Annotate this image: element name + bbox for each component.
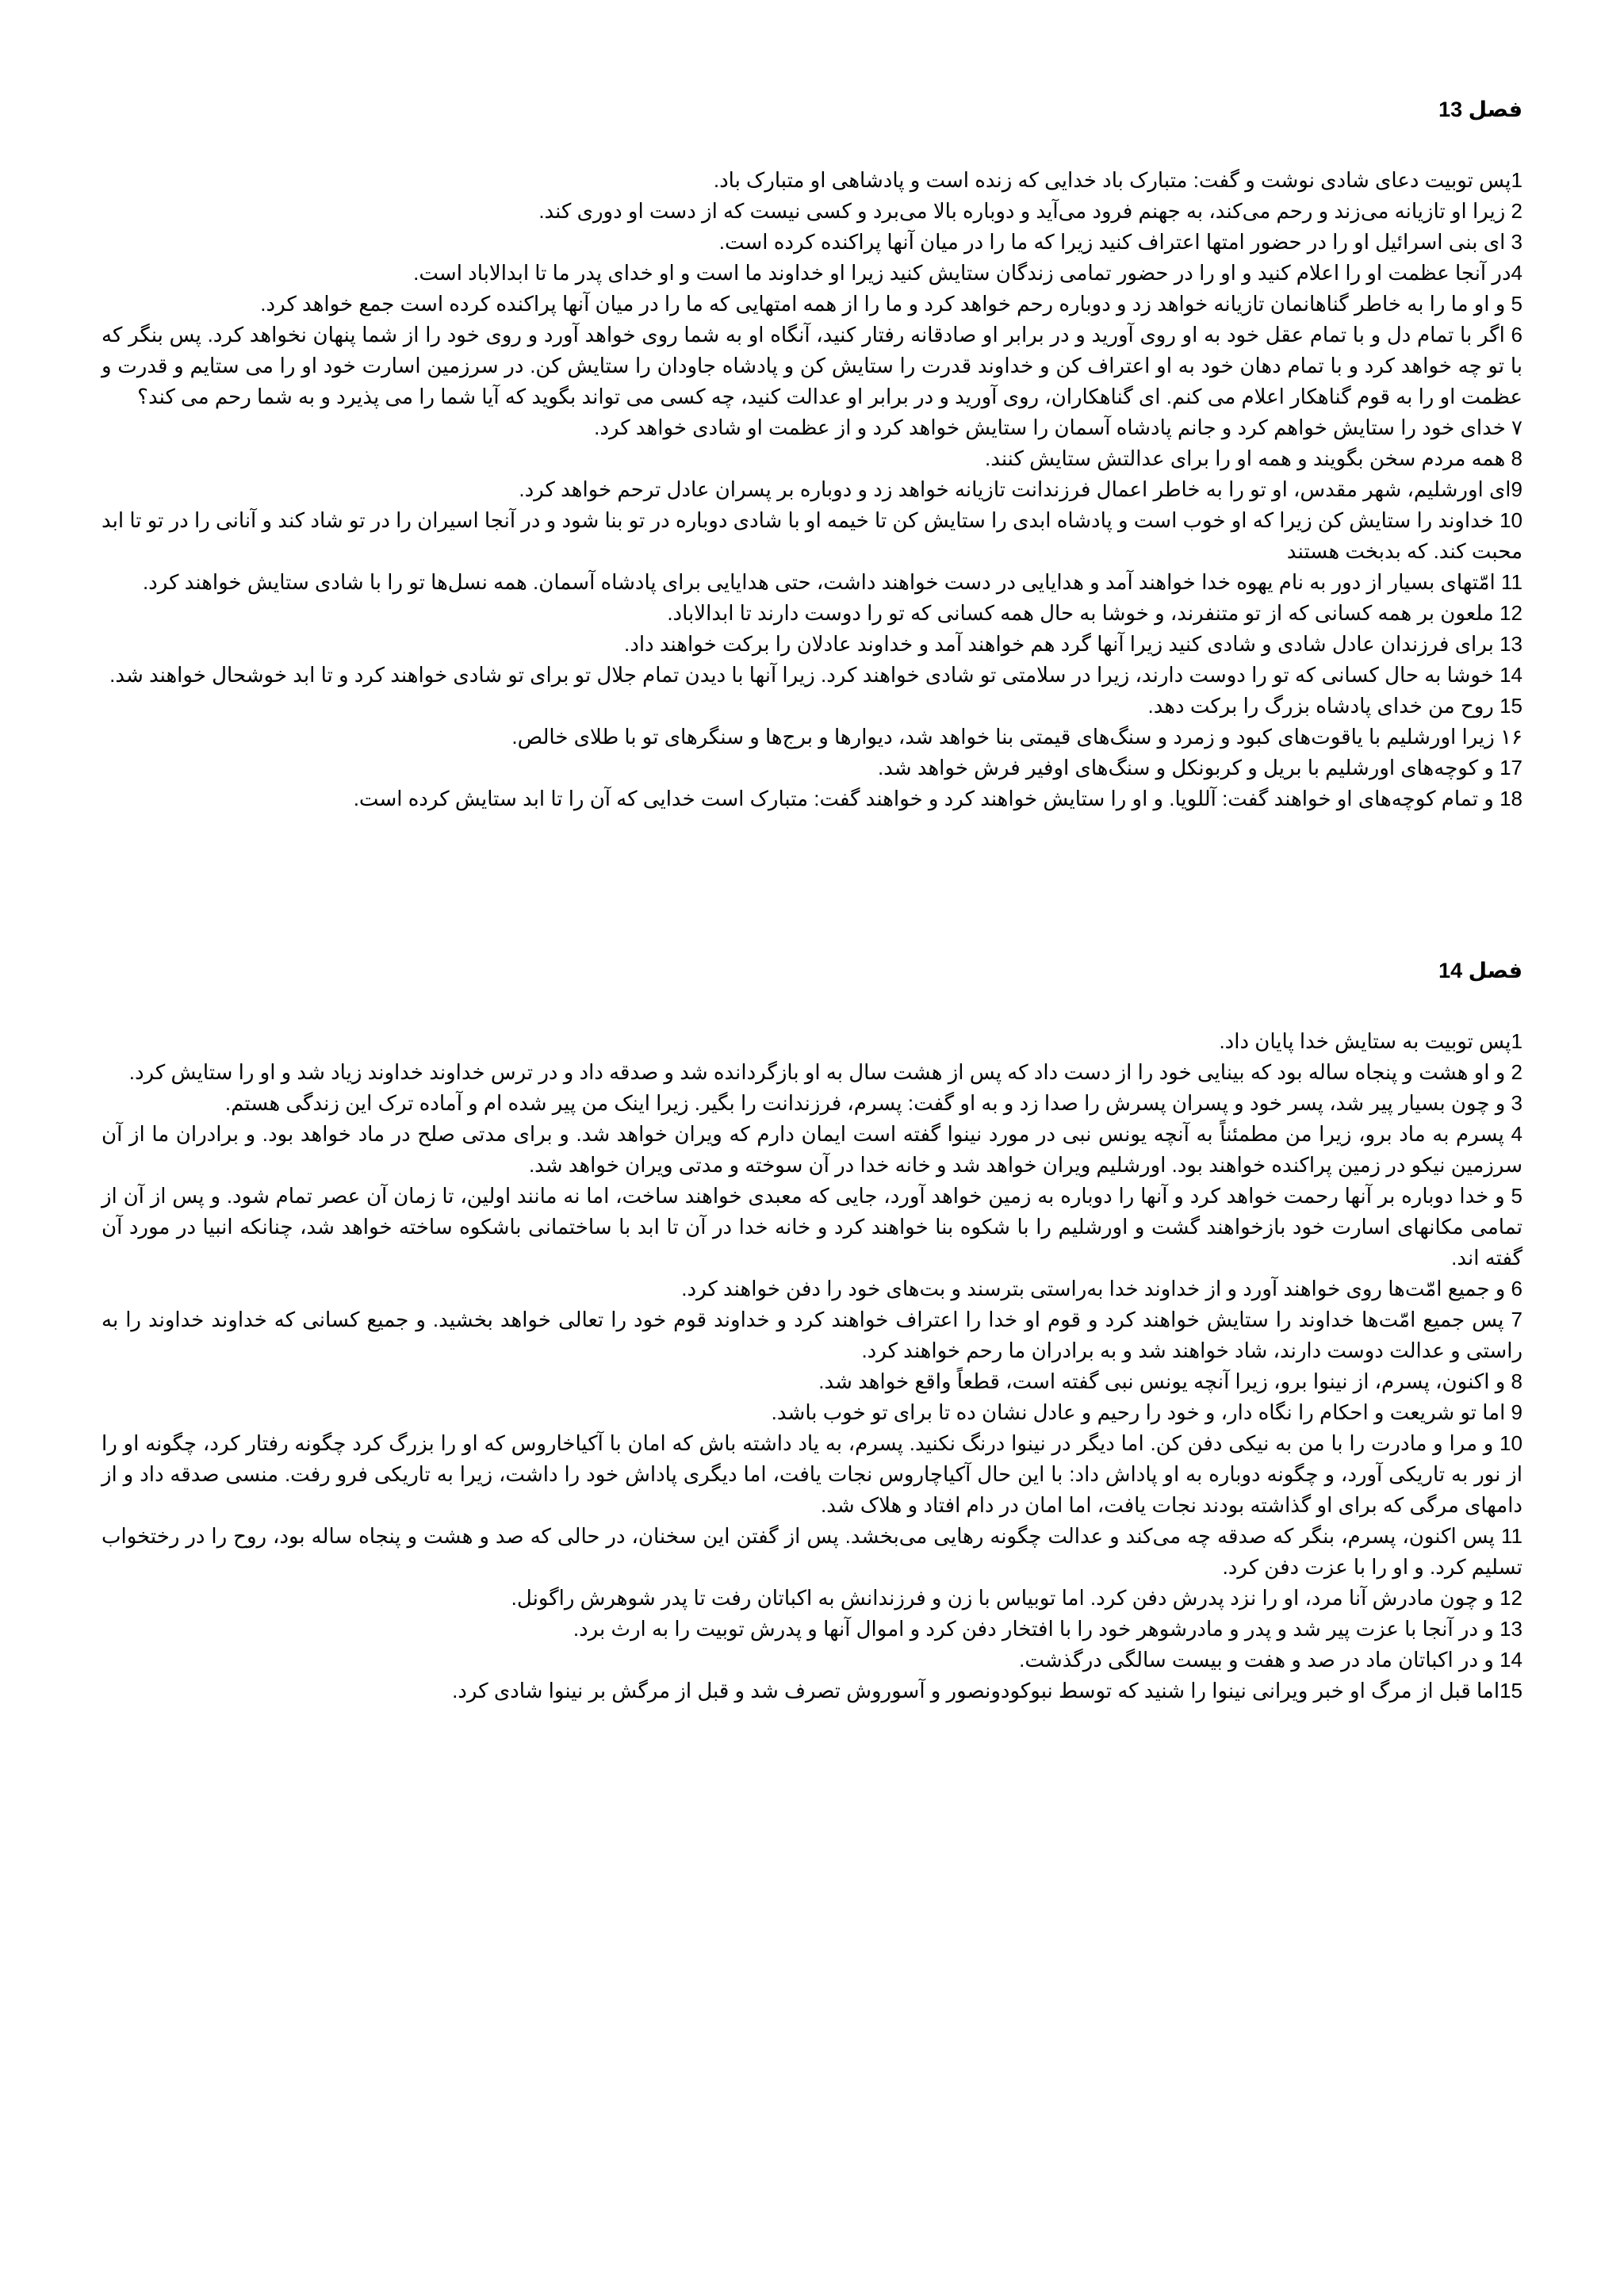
verse-2: 2 زیرا او تازیانه می‌زند و رحم می‌کند، به جهنم فرود می‌آید و دوباره بالا می‌برد و کسی نیست که از دست او دوری کند. — [538, 199, 1522, 223]
verse-1: 1پس توبیت به ستایش خدا پایان داد. — [1219, 1029, 1522, 1053]
verse-14: 14 و در اکباتان ماد در صد و هفت و بیست سالگی درگذشت. — [1019, 1648, 1522, 1672]
verse-17: 17 و کوچه‌های اورشلیم با بریل و کربونکل و سنگ‌های اوفیر فرش خواهد شد. — [877, 756, 1522, 779]
chapter-title: فصل 14 — [1438, 959, 1522, 982]
verse-15: 15 روح من خدای پادشاه بزرگ را برکت دهد. — [1147, 694, 1522, 718]
verse-8: 8 و اکنون، پسرم، از نینوا برو، زیرا آنچه یونس نبی گفته است، قطعاً واقع خواهد شد. — [818, 1369, 1522, 1393]
verse-1: 1پس توبیت دعای شادی نوشت و گفت: متبارک باد خدایی که زنده است و پادشاهی او متبارک باد. — [713, 168, 1522, 192]
verse-4: 4 پسرم به ماد برو، زیرا من مطمئناً به آنچه یونس نبی در مورد نینوا گفته است ایمان دارم که ویران خواهد شد. و برای مدتی صلح در ماد خواهد بود. و برادران ما از آن سرزمین نیکو در زمین پراکنده خواهند بود. اورشلیم ویران خواهد شد و خانه خدا در آن سوخته و مدتی ویران خواهد شد. — [102, 1122, 1522, 1177]
verse-18: 18 و تمام کوچه‌های او خواهند گفت: آللویا. و او را ستایش خواهند کرد و خواهند گفت: متبارک است خدایی که آن را تا ابد ستایش کرده است. — [353, 787, 1522, 810]
verse-6: 6 اگر با تمام دل و با تمام عقل خود به او روی آورید و در برابر او صادقانه رفتار کنید، آنگاه او به شما روی خواهد آورد و روی خود را از شما پنهان نخواهد کرد. پس بنگر که با تو چه خواهد کرد و با تمام دهان خود به او اعتراف کن و خداوند قدرت را ستایش کن و پادشاه جاودان را ستایش کن. در سرزمین اسارت خود او را می ستایم و قدرت و عظمت او را به قوم گناهکار اعلام می کنم. ای گناهکاران، روی آورید و در برابر او عدالت کنید، چه کسی می تواند بگوید که آیا شما را می پذیرد و به شما رحم می کند؟ — [102, 323, 1522, 408]
verse-5: 5 و خدا دوباره بر آنها رحمت خواهد کرد و آنها را دوباره به زمین خواهد آورد، جایی که معبدی خواهند ساخت، اما نه مانند اولین، تا زمان آن عصر تمام شود. و پس از آن از تمامی مکانهای اسارت خود بازخواهند گشت و اورشلیم را با شکوه بنا خواهند کرد و خانه خدا در آن تا ابد با ساختمانی باشکوه ساخته خواهد شد، چنانکه انبیا در مورد آن گفته اند. — [102, 1184, 1522, 1270]
verse-16: ۱۶ زیرا اورشلیم با یاقوت‌های کبود و زمرد و سنگ‌های قیمتی بنا خواهد شد، دیوارها و برج‌ها و سنگرهای تو با طلای خالص. — [511, 725, 1522, 749]
chapter-14 — [102, 955, 1522, 1706]
verse-3: 3 ای بنی اسرائیل او را در حضور امتها اعتراف کنید زیرا که ما را در میان آنها پراکنده کرده است. — [718, 230, 1522, 254]
verse-12: 12 و چون مادرش آنا مرد، او را نزد پدرش دفن کرد. اما توبیاس با زن و فرزندانش به اکباتان رفت تا پدر شوهرش راگونل. — [511, 1586, 1522, 1610]
verse-13: 13 و در آنجا با عزت پیر شد و پدر و مادرشوهر خود را با افتخار دفن کرد و اموال آنها و پدرش توبیت را به ارث برد. — [573, 1617, 1522, 1641]
verse-6: 6 و جمیع امّت‌ها روی خواهند آورد و از خداوند خدا به‌راستی بترسند و بت‌های خود را دفن خواهند کرد. — [681, 1277, 1522, 1300]
verse-list — [102, 1026, 1522, 1706]
verse-13: 13 برای فرزندان عادل شادی و شادی کنید زیرا آنها گرد هم خواهند آمد و خداوند عادلان را برکت خواهند داد. — [624, 632, 1522, 656]
verse-9: 9ای اورشلیم، شهر مقدس، او تو را به خاطر اعمال فرزندانت تازیانه خواهد زد و دوباره بر پسران عادل ترحم خواهد کرد. — [519, 477, 1522, 501]
chapter-13 — [102, 94, 1522, 814]
verse-15: 15اما قبل از مرگ او خبر ویرانی نینوا را شنید که توسط نبوکودونصور و آسوروش تصرف شد و قبل از مرگش بر نینوا شادی کرد. — [452, 1679, 1522, 1702]
verse-14: 14 خوشا به حال کسانی که تو را دوست دارند، زیرا در سلامتی تو شادی خواهند کرد. زیرا آنها با دیدن تمام جلال تو برای تو شادی خواهند کرد و تا ابد خوشحال خواهند شد. — [109, 663, 1522, 687]
verse-11: 11 پس اکنون، پسرم، بنگر که صدقه چه می‌کند و عدالت چگونه رهایی می‌بخشد. پس از گفتن این سخنان، در حالی که صد و هشت و پنجاه ساله بود، روح را در رختخواب تسلیم کرد. و او را با عزت دفن کرد. — [102, 1524, 1522, 1579]
verse-11: 11 امّتهای بسیار از دور به نام یهوه خدا خواهند آمد و هدایایی در دست خواهند داشت، حتی هدایایی برای پادشاه آسمان. همه نسل‌ها تو را با شادی ستایش خواهند کرد. — [142, 570, 1522, 594]
verse-12: 12 ملعون بر همه کسانی که از تو متنفرند، و خوشا به حال همه کسانی که تو را دوست دارند تا ابدالاباد. — [667, 601, 1522, 625]
verse-7: ۷ خدای خود را ستایش خواهم کرد و جانم پادشاه آسمان را ستایش خواهد کرد و از عظمت او شادی خواهد کرد. — [594, 416, 1522, 439]
verse-5: 5 و او ما را به خاطر گناهانمان تازیانه خواهد زد و دوباره رحم خواهد کرد و ما را از همه امتهایی که ما را در میان آنها پراکنده کرده است جمع خواهد کرد. — [260, 292, 1522, 316]
verse-4: 4در آنجا عظمت او را اعلام کنید و او را در حضور تمامی زندگان ستایش کنید زیرا او خداوند ما است و او خدای پدر ما تا ابدالاباد است. — [413, 261, 1522, 285]
chapter-title: فصل 13 — [1438, 98, 1522, 121]
verse-2: 2 و او هشت و پنجاه ساله بود که بینایی خود را از دست داد که پس از هشت سال به او بازگردانده شد و صدقه داد و در ترس خداوند خداوند زیاد شد و او را ستایش کرد. — [128, 1060, 1522, 1084]
verse-8: 8 همه مردم سخن بگویند و همه او را برای عدالتش ستایش کنند. — [984, 446, 1522, 470]
verse-3: 3 و چون بسیار پیر شد، پسر خود و پسران پسرش را صدا زد و به او گفت: پسرم، فرزندانت را بگیر. زیرا اینک من پیر شده ام و آماده ترک این زندگی هستم. — [224, 1091, 1522, 1115]
verse-list — [102, 165, 1522, 814]
verse-10: 10 و مرا و مادرت را با من به نیکی دفن کن. اما دیگر در نینوا درنگ نکنید. پسرم، به یاد داشته باش که امان با آکیاخاروس که او را بزرگ کرد چگونه رفتار کرد، چگونه او را از نور به تاریکی آورد، و چگونه دوباره به او پاداش داد: با این حال آکیاچاروس نجات یافت، اما دیگری پاداش خود را داشت، زیرا به تاریکی فرو رفت. منسی صدقه داد و از دامهای مرگی که برای او گذاشته بودند نجات یافت، اما امان در دام افتاد و هلاک شد. — [102, 1431, 1522, 1517]
verse-9: 9 اما تو شریعت و احکام را نگاه دار، و خود را رحیم و عادل نشان ده تا برای تو خوب باشد. — [771, 1400, 1522, 1424]
verse-7: 7 پس جمیع امّت‌ها خداوند را ستایش خواهند کرد و قوم او خدا را اعتراف خواهند کرد و خداوند قوم خود را تعالی خواهد بخشید. و جمیع کسانی که خداوند خداوند را به راستی و عدالت دوست دارند، شاد خواهند شد و به برادران ما رحم خواهند کرد. — [102, 1308, 1522, 1362]
verse-10: 10 خداوند را ستایش کن زیرا که او خوب است و پادشاه ابدی را ستایش کن تا خیمه او با شادی دوباره در تو بنا شود و در آنجا اسیران را در تو شاد کند و آنانی را در تو تا ابد محبت کند. که بدبخت هستند — [102, 508, 1522, 563]
